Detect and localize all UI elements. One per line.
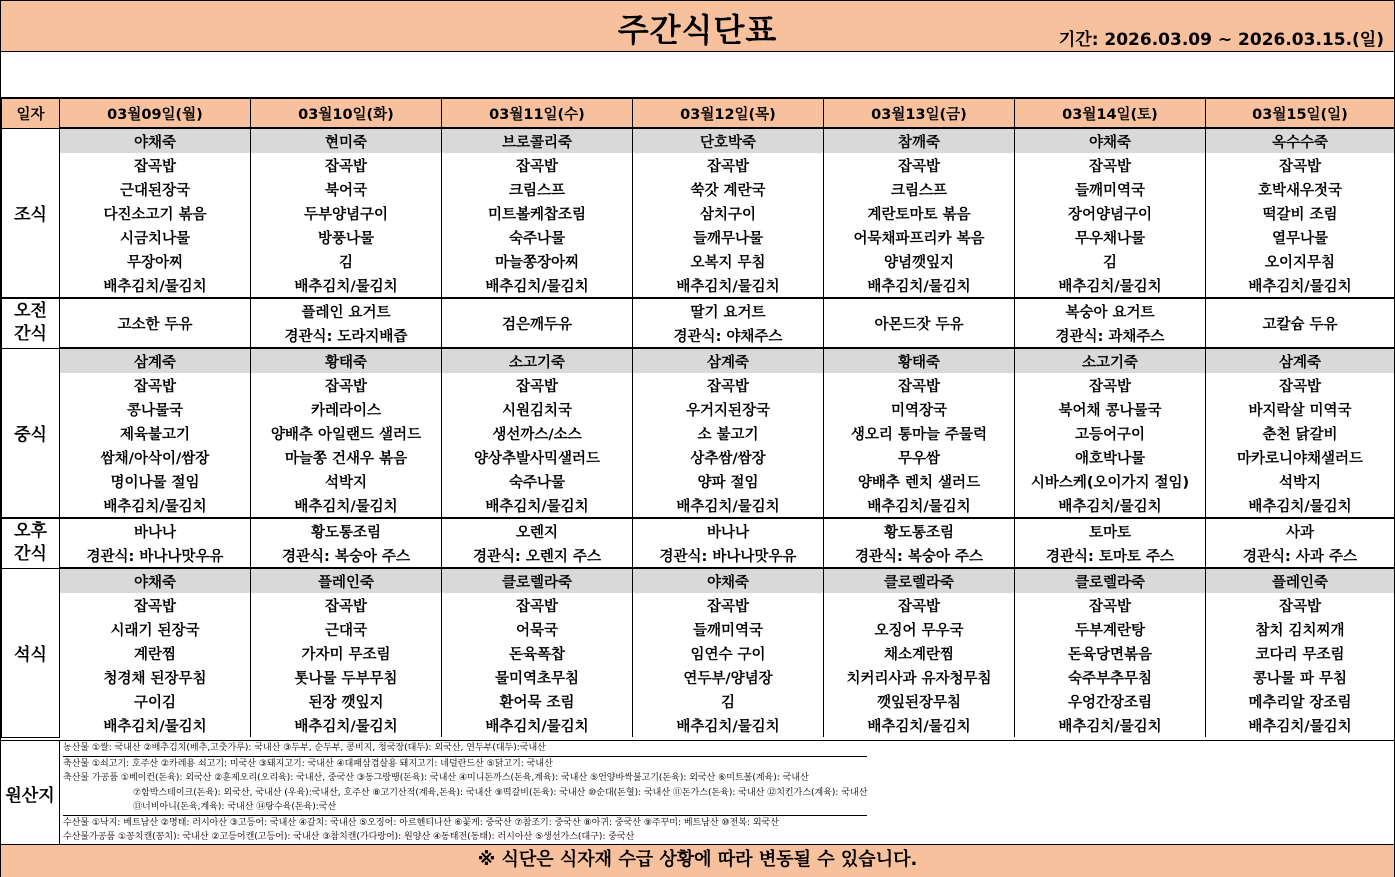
menu-item: 가자미 무조림 (251, 641, 442, 665)
menu-item: 된장 깻잎지 (251, 689, 442, 713)
menu-item: 생선까스/소스 (442, 421, 633, 445)
menu-item: 쌈채/아삭이/쌈장 (60, 445, 251, 469)
menu-item: 돈육폭찹 (442, 641, 633, 665)
menu-item: 들깨무나물 (633, 225, 824, 249)
menu-item: 배추김치/물김치 (1206, 713, 1395, 737)
snack-cell: 검은깨두유 (442, 298, 633, 348)
menu-item: 김 (251, 249, 442, 273)
menu-item: 장어양념구이 (1015, 201, 1206, 225)
menu-item: 배추김치/물김치 (1015, 493, 1206, 518)
menu-item: 잡곡밥 (1015, 593, 1206, 617)
day-header: 03월15일(일) (1206, 99, 1395, 129)
porridge-cell: 소고기죽 (1015, 348, 1206, 373)
menu-item: 잡곡밥 (251, 373, 442, 397)
snack-cell: 바나나 (633, 518, 824, 543)
menu-item: 배추김치/물김치 (60, 713, 251, 737)
origin-line: 축산물 가공품 ①베이컨(돈육): 외국산 ②훈제오리(오리육): 국내산, 중국산 ③동그랑땡(돈육): 국내산 ④미니돈까스(돈육,계육): 국내산 ⑤언양바싹불고기(돈육): 외국산 ⑥미트볼(계육): 국내산 (63, 773, 809, 783)
porridge-cell: 삼계죽 (60, 348, 251, 373)
menu-item: 배추김치/물김치 (60, 273, 251, 298)
snack-cell: 고소한 두유 (60, 298, 251, 348)
menu-item: 마늘쫑장아찌 (442, 249, 633, 273)
menu-item: 잡곡밥 (633, 373, 824, 397)
menu-item: 잡곡밥 (824, 153, 1015, 177)
menu-item: 오징어 무우국 (824, 617, 1015, 641)
tube-feed-cell: 경관식: 토마토 주스 (1015, 543, 1206, 568)
menu-item: 미역장국 (824, 397, 1015, 421)
day-header: 03월12일(목) (633, 99, 824, 129)
porridge-cell: 야채죽 (60, 128, 251, 153)
menu-item: 잡곡밥 (60, 153, 251, 177)
meal-label-breakfast: 조식 (2, 128, 60, 298)
menu-item: 계란찜 (60, 641, 251, 665)
menu-item: 근대국 (251, 617, 442, 641)
porridge-cell: 클로렐라죽 (824, 568, 1015, 593)
menu-item: 석박지 (1206, 469, 1395, 493)
porridge-cell: 참깨죽 (824, 128, 1015, 153)
menu-item: 무장아찌 (60, 249, 251, 273)
menu-item: 숙주나물 (442, 225, 633, 249)
menu-item: 돈육당면볶음 (1015, 641, 1206, 665)
porridge-cell: 클로렐라죽 (442, 568, 633, 593)
menu-item: 잡곡밥 (1015, 373, 1206, 397)
menu-item: 배추김치/물김치 (1015, 713, 1206, 737)
tube-feed-cell: 경관식: 야채주스 (633, 323, 824, 348)
menu-item: 잡곡밥 (60, 593, 251, 617)
am-snack-label-2: 간식 (14, 324, 47, 345)
menu-item: 구이김 (60, 689, 251, 713)
pm-snack-label-2: 간식 (14, 544, 47, 565)
day-header: 03월10일(화) (251, 99, 442, 129)
menu-item: 크림스프 (824, 177, 1015, 201)
menu-item: 깻잎된장무침 (824, 689, 1015, 713)
menu-item: 잡곡밥 (633, 593, 824, 617)
snack-cell: 황도통조림 (251, 518, 442, 543)
menu-item: 무우쌈 (824, 445, 1015, 469)
menu-item: 떡갈비 조림 (1206, 201, 1395, 225)
menu-item: 제육불고기 (60, 421, 251, 445)
meal-label-lunch: 중식 (2, 348, 60, 518)
menu-item: 양배추 렌치 샐러드 (824, 469, 1015, 493)
menu-item: 열무나물 (1206, 225, 1395, 249)
menu-item: 시래기 된장국 (60, 617, 251, 641)
snack-cell: 고칼슘 두유 (1206, 298, 1395, 348)
menu-item: 배추김치/물김치 (251, 713, 442, 737)
menu-item: 잡곡밥 (442, 373, 633, 397)
snack-cell: 오렌지 (442, 518, 633, 543)
menu-item: 카레라이스 (251, 397, 442, 421)
menu-item: 명이나물 절임 (60, 469, 251, 493)
menu-item: 참치 김치찌개 (1206, 617, 1395, 641)
menu-item: 숙주나물 (442, 469, 633, 493)
menu-item: 오이지무침 (1206, 249, 1395, 273)
origin-section (1, 740, 1394, 845)
menu-item: 콩나물 파 무침 (1206, 665, 1395, 689)
menu-item: 잡곡밥 (1206, 153, 1395, 177)
menu-item: 호박새우젓국 (1206, 177, 1395, 201)
menu-item: 미트볼케찹조림 (442, 201, 633, 225)
porridge-cell: 황태죽 (251, 348, 442, 373)
day-header: 03월14일(토) (1015, 99, 1206, 129)
menu-item: 삼치구이 (633, 201, 824, 225)
menu-item: 채소계란찜 (824, 641, 1015, 665)
menu-item: 춘천 닭갈비 (1206, 421, 1395, 445)
tube-feed-cell: 경관식: 복숭아 주스 (251, 543, 442, 568)
porridge-cell: 야채죽 (633, 568, 824, 593)
menu-item: 잡곡밥 (1206, 593, 1395, 617)
blank-row (1, 52, 1394, 98)
menu-item: 두부양념구이 (251, 201, 442, 225)
menu-item: 김 (1015, 249, 1206, 273)
menu-item: 우엉간장조림 (1015, 689, 1206, 713)
tube-feed-cell: 경관식: 도라지배즙 (251, 323, 442, 348)
menu-item: 배추김치/물김치 (60, 493, 251, 518)
porridge-cell: 야채죽 (60, 568, 251, 593)
menu-item: 배추김치/물김치 (633, 493, 824, 518)
menu-item: 무우채나물 (1015, 225, 1206, 249)
menu-item: 북어국 (251, 177, 442, 201)
origin-line: 농산물 ①쌀: 국내산 ②배추김치(배추,고춧가루): 국내산 ③두부, 순두부, 콩비지, 청국장(대두): 외국산, 연두부(대두):국내산 (63, 741, 867, 757)
menu-item: 김 (633, 689, 824, 713)
porridge-cell: 삼계죽 (1206, 348, 1395, 373)
menu-item: 우거지된장국 (633, 397, 824, 421)
menu-item: 계란토마토 볶음 (824, 201, 1015, 225)
snack-cell: 딸기 요거트 (633, 298, 824, 323)
menu-item: 상추쌈/쌈장 (633, 445, 824, 469)
menu-item: 물미역초무침 (442, 665, 633, 689)
menu-item: 잡곡밥 (1206, 373, 1395, 397)
menu-item: 양배추 아일랜드 샐러드 (251, 421, 442, 445)
porridge-cell: 브로콜리죽 (442, 128, 633, 153)
porridge-cell: 옥수수죽 (1206, 128, 1395, 153)
menu-item: 배추김치/물김치 (824, 713, 1015, 737)
menu-item: 배추김치/물김치 (1015, 273, 1206, 298)
menu-item: 시금치나물 (60, 225, 251, 249)
meal-label-pm-snack (2, 518, 60, 568)
tube-feed-cell: 경관식: 사과 주스 (1206, 543, 1395, 568)
origin-line: 축산물 ①쇠고기: 호주산 ②카레용 쇠고기: 미국산 ③돼지고기: 국내산 ④대패삼겹살용 돼지고기: 네덜란드산 ⑤닭고기: 국내산 (63, 758, 553, 769)
menu-item: 잡곡밥 (60, 373, 251, 397)
menu-item: 양상추발사믹샐러드 (442, 445, 633, 469)
page-title: 주간식단표 (617, 11, 778, 49)
menu-item: 배추김치/물김치 (633, 713, 824, 737)
origin-line: 수산물 ①낙지: 베트남산 ②명태: 러시아산 ③고등어: 국내산 ④갈치: 국내산 ⑤오징어: 아르헨티나산 ⑥꽃게: 중국산 ⑦참조기: 중국산 ⑧아귀: 중국산 ⑨주꾸미: 베트남산 ⑩전복: 외국산 (63, 817, 779, 828)
menu-item: 톳나물 두부무침 (251, 665, 442, 689)
title-bar (1, 1, 1394, 52)
footer-note: ※ 식단은 식자재 수급 상황에 따라 변동될 수 있습니다. (1, 844, 1394, 877)
menu-item: 잡곡밥 (633, 153, 824, 177)
menu-item: 양념깻잎지 (824, 249, 1015, 273)
menu-item: 배추김치/물김치 (442, 493, 633, 518)
menu-item: 잡곡밥 (824, 593, 1015, 617)
menu-item: 마카로니야채샐러드 (1206, 445, 1395, 469)
menu-item: 들깨미역국 (633, 617, 824, 641)
tube-feed-cell: 경관식: 바나나맛우유 (633, 543, 824, 568)
day-header: 03월13일(금) (824, 99, 1015, 129)
menu-item: 잡곡밥 (442, 153, 633, 177)
origin-lines (63, 741, 867, 845)
porridge-cell: 소고기죽 (442, 348, 633, 373)
menu-item: 잡곡밥 (1015, 153, 1206, 177)
menu-item: 배추김치/물김치 (442, 713, 633, 737)
period-label: 기간: 2026.03.09 ~ 2026.03.15.(일) (1058, 30, 1384, 50)
snack-cell: 플레인 요거트 (251, 298, 442, 323)
menu-item: 고등어구이 (1015, 421, 1206, 445)
menu-item: 메추리알 장조림 (1206, 689, 1395, 713)
menu-item: 잡곡밥 (251, 153, 442, 177)
menu-item: 애호박나물 (1015, 445, 1206, 469)
menu-item: 시원김치국 (442, 397, 633, 421)
menu-item: 소 불고기 (633, 421, 824, 445)
porridge-cell: 황태죽 (824, 348, 1015, 373)
menu-item: 석박지 (251, 469, 442, 493)
tube-feed-cell: 경관식: 과채주스 (1015, 323, 1206, 348)
menu-item: 크림스프 (442, 177, 633, 201)
menu-item: 오복지 무침 (633, 249, 824, 273)
menu-item: 양파 절임 (633, 469, 824, 493)
menu-item: 잡곡밥 (824, 373, 1015, 397)
menu-item: 바지락살 미역국 (1206, 397, 1395, 421)
pm-snack-label-1: 오후 (14, 521, 47, 542)
snack-cell: 사과 (1206, 518, 1395, 543)
menu-item: 마늘쫑 건새우 볶음 (251, 445, 442, 469)
menu-item: 방풍나물 (251, 225, 442, 249)
menu-item: 배추김치/물김치 (1206, 493, 1395, 518)
menu-item: 근대된장국 (60, 177, 251, 201)
porridge-cell: 현미죽 (251, 128, 442, 153)
meal-label-am-snack (2, 298, 60, 348)
menu-item: 배추김치/물김치 (633, 273, 824, 298)
menu-item: 배추김치/물김치 (824, 493, 1015, 518)
menu-item: 콩나물국 (60, 397, 251, 421)
menu-item: 쑥갓 계란국 (633, 177, 824, 201)
snack-cell: 아몬드잣 두유 (824, 298, 1015, 348)
menu-item: 배추김치/물김치 (251, 493, 442, 518)
menu-item: 임연수 구이 (633, 641, 824, 665)
menu-item: 연두부/양념장 (633, 665, 824, 689)
porridge-cell: 삼계죽 (633, 348, 824, 373)
origin-label: 원산지 (1, 741, 60, 845)
menu-table (1, 98, 1395, 738)
porridge-cell: 단호박죽 (633, 128, 824, 153)
menu-item: 잡곡밥 (251, 593, 442, 617)
menu-item: 북어채 콩나물국 (1015, 397, 1206, 421)
menu-item: 들깨미역국 (1015, 177, 1206, 201)
menu-item: 생오리 통마늘 주물럭 (824, 421, 1015, 445)
menu-item: 청경채 된장무침 (60, 665, 251, 689)
snack-cell: 복숭아 요거트 (1015, 298, 1206, 323)
menu-item: 배추김치/물김치 (442, 273, 633, 298)
snack-cell: 황도통조림 (824, 518, 1015, 543)
menu-item: 배추김치/물김치 (251, 273, 442, 298)
date-header-label: 일자 (2, 99, 60, 129)
tube-feed-cell: 경관식: 복숭아 주스 (824, 543, 1015, 568)
porridge-cell: 플레인죽 (251, 568, 442, 593)
menu-item: 배추김치/물김치 (824, 273, 1015, 298)
origin-line: ⑦함박스테이크(돈육): 외국산, 국내산 (우육):국내산, 호주산 ⑧고기산적(계육,돈육): 국내산 ⑨떡갈비(돈육): 국내산 ⑩순대(돈혈): 국내산 ⑪돈가스(돈육): 국내산 ⑫치킨가스(계육): 국내산 (133, 787, 868, 798)
tube-feed-cell: 경관식: 바나나맛우유 (60, 543, 251, 568)
menu-item: 두부계란탕 (1015, 617, 1206, 641)
snack-cell: 토마토 (1015, 518, 1206, 543)
tube-feed-cell: 경관식: 오렌지 주스 (442, 543, 633, 568)
origin-line: ⑬너비아니(돈육,계육): 국내산 ⑭탕수육(돈육):국산 (63, 800, 867, 816)
menu-item: 시바스케(오이가지 절임) (1015, 469, 1206, 493)
menu-item: 치커리사과 유자청무침 (824, 665, 1015, 689)
menu-item: 숙주부추무침 (1015, 665, 1206, 689)
menu-item: 환어묵 조림 (442, 689, 633, 713)
menu-item: 배추김치/물김치 (1206, 273, 1395, 298)
menu-item: 어묵국 (442, 617, 633, 641)
menu-item: 어묵채파프리카 복음 (824, 225, 1015, 249)
meal-label-dinner: 석식 (2, 568, 60, 737)
menu-item: 잡곡밥 (442, 593, 633, 617)
porridge-cell: 클로렐라죽 (1015, 568, 1206, 593)
origin-line: 수산물가공품 ①꽁치캔(꽁치): 국내산 ②고등어캔(고등어): 국내산 ③참치캔(가다랑어): 원양산 ④동태전(동태): 러시아산 ⑤생선가스(대구): 중국산 (63, 832, 635, 842)
porridge-cell: 야채죽 (1015, 128, 1206, 153)
day-header: 03월09일(월) (60, 99, 251, 129)
menu-item: 코다리 무조림 (1206, 641, 1395, 665)
day-header: 03월11일(수) (442, 99, 633, 129)
menu-item: 다진소고기 볶음 (60, 201, 251, 225)
porridge-cell: 플레인죽 (1206, 568, 1395, 593)
snack-cell: 바나나 (60, 518, 251, 543)
am-snack-label-1: 오전 (14, 301, 47, 322)
